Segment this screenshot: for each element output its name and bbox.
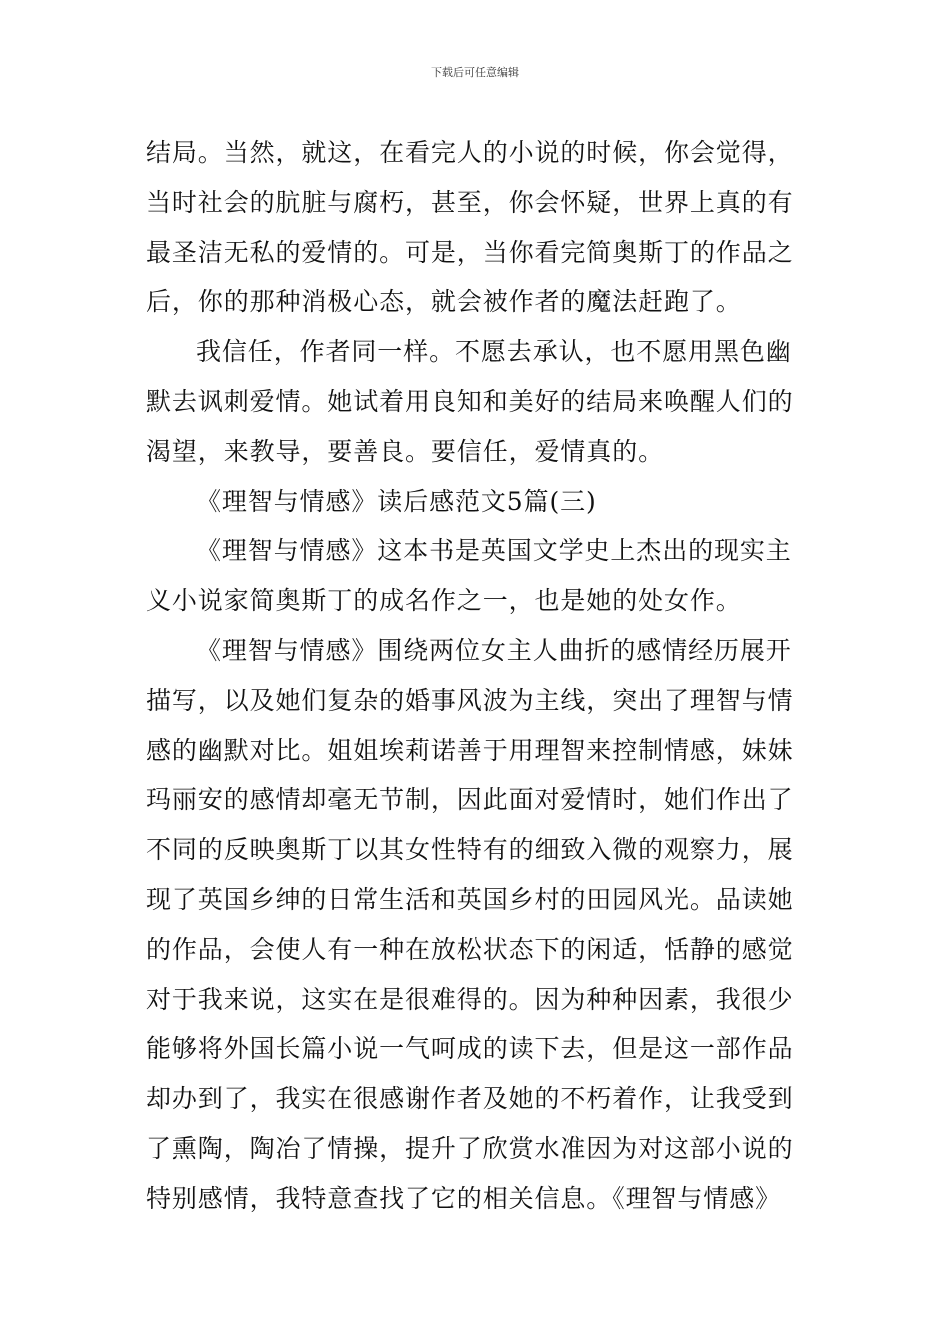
- text-line: 的作品，会使人有一种在放松状态下的闲适，恬静的感觉: [146, 934, 794, 964]
- text-line: 玛丽安的感情却毫无节制，因此面对爱情时，她们作出了: [146, 785, 794, 815]
- text-line: 义小说家简奥斯丁的成名作之一，也是她的处女作。: [146, 586, 742, 616]
- text-line: 《理智与情感》这本书是英国文学史上杰出的现实主: [196, 536, 792, 566]
- text-line: 却办到了，我实在很感谢作者及她的不朽着作，让我受到: [146, 1084, 794, 1114]
- page-header: 下载后可任意编辑: [431, 66, 519, 79]
- text-line: 当时社会的肮脏与腐朽，甚至，你会怀疑，世界上真的有: [146, 187, 794, 217]
- text-line: 现了英国乡绅的日常生活和英国乡村的田园风光。品读她: [146, 884, 794, 914]
- text-line: 了熏陶，陶冶了情操，提升了欣赏水准因为对这部小说的: [146, 1133, 794, 1163]
- text-line: 《理智与情感》围绕两位女主人曲折的感情经历展开: [196, 635, 792, 665]
- text-line: 渴望，来教导，要善良。要信任，爱情真的。: [146, 436, 665, 466]
- text-line: 默去讽刺爱情。她试着用良知和美好的结局来唤醒人们的: [146, 386, 794, 416]
- text-line: 《理智与情感》读后感范文5篇(三): [196, 486, 597, 516]
- text-line: 我信任，作者同一样。不愿去承认，也不愿用黑色幽: [196, 337, 792, 367]
- text-line: 结局。当然，就这，在看完人的小说的时候，你会觉得，: [146, 138, 794, 167]
- document-body: [146, 128, 806, 1224]
- text-line: 特别感情，我特意查找了它的相关信息。《理智与情感》: [146, 1183, 782, 1213]
- text-line: 能够将外国长篇小说一气呵成的读下去，但是这一部作品: [146, 1034, 794, 1064]
- text-line: 描写，以及她们复杂的婚事风波为主线，突出了理智与情: [146, 685, 794, 715]
- text-line: 感的幽默对比。姐姐埃莉诺善于用理智来控制情感，妹妹: [146, 735, 794, 765]
- text-line: 不同的反映奥斯丁以其女性特有的细致入微的观察力，展: [146, 835, 794, 865]
- text-line: 对于我来说，这实在是很难得的。因为种种因素，我很少: [146, 984, 794, 1014]
- text-line: 后，你的那种消极心态，就会被作者的魔法赶跑了。: [146, 287, 742, 317]
- text-line: 最圣洁无私的爱情的。可是，当你看完简奥斯丁的作品之: [146, 237, 794, 267]
